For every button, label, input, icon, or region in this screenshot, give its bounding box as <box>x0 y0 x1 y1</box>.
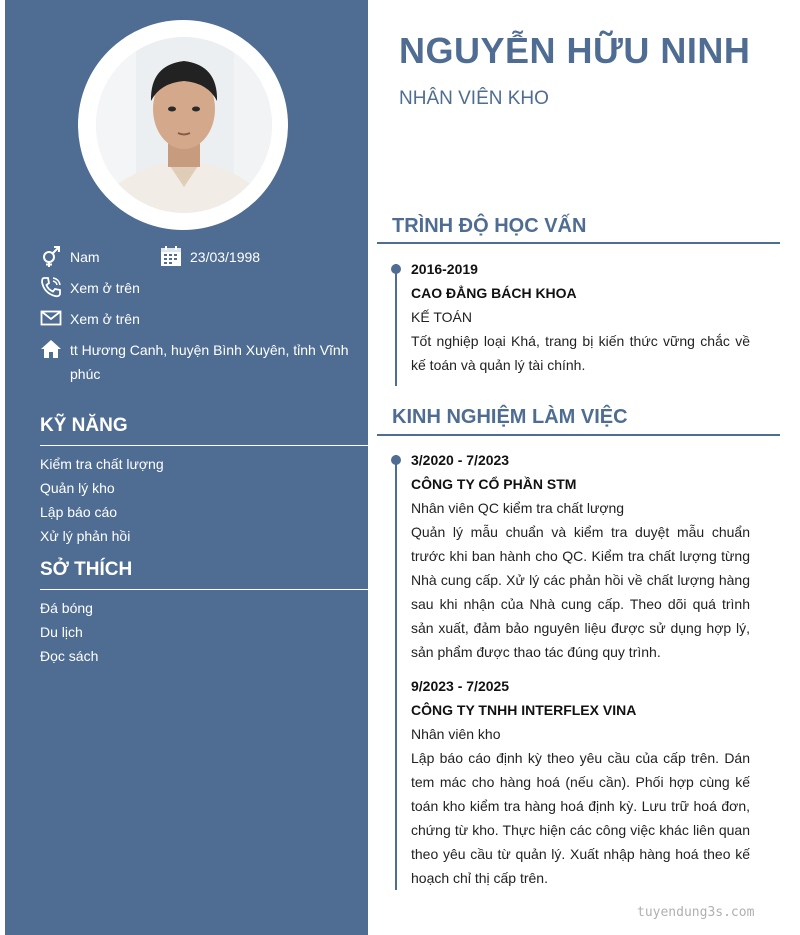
timeline-dot <box>391 455 401 465</box>
position: Nhân viên kho <box>411 726 501 742</box>
address-value <box>70 338 350 386</box>
experience-period: 9/2023 - 7/2025 <box>411 678 510 694</box>
company-name: CÔNG TY TNHH INTERFLEX VINA <box>411 702 637 718</box>
skill-item: Lập báo cáo <box>40 504 118 520</box>
phone-row <box>40 276 340 300</box>
timeline-dot <box>391 264 401 274</box>
email-value: Xem ở trên <box>70 311 140 327</box>
skills-list <box>40 452 164 548</box>
phone-icon <box>40 276 62 298</box>
experience-entry <box>411 674 750 890</box>
experience-description: Quản lý mẫu chuẩn và kiểm tra duyệt mẫu chuẩn trước khi ban hành cho QC. Kiểm tra chất lượng từng Nhà cung cấp. Xử lý các phản hồi về chất lượng hàng sau khi nhận của Nhà cung cấp. Theo dõi quá trình sản xuất, đảm bảo nguyên liệu được sử dụng hợp lý, sản phẩm được thao tác đúng quy trình. <box>411 524 750 660</box>
avatar <box>96 37 272 213</box>
skills-divider <box>40 445 368 446</box>
address-line-2: phúc <box>70 366 101 382</box>
candidate-name: NGUYỄN HỮU NINH <box>399 30 751 71</box>
sidebar <box>5 0 368 935</box>
education-description: Tốt nghiệp loại Khá, trang bị kiến thức vững chắc về kế toán và quản lý tài chính. <box>411 333 750 373</box>
email-row <box>40 307 340 331</box>
skill-item: Xử lý phản hồi <box>40 528 131 544</box>
birthdate-row <box>160 245 310 269</box>
position: Nhân viên QC kiểm tra chất lượng <box>411 500 625 516</box>
phone-value: Xem ở trên <box>70 280 140 296</box>
hobbies-divider <box>40 589 368 590</box>
major: KẾ TOÁN <box>411 309 472 325</box>
job-title: NHÂN VIÊN KHO <box>399 88 549 109</box>
experience-period: 3/2020 - 7/2023 <box>411 452 510 468</box>
skill-item: Kiểm tra chất lượng <box>40 456 164 472</box>
experience-entry <box>411 448 750 664</box>
skills-heading: KỸ NĂNG <box>40 415 128 436</box>
education-period: 2016-2019 <box>411 261 478 277</box>
school-name: CAO ĐẲNG BÁCH KHOA <box>411 285 577 301</box>
education-timeline <box>395 264 397 386</box>
education-entry <box>411 257 750 377</box>
hobby-item: Du lịch <box>40 624 83 640</box>
hobby-item: Đá bóng <box>40 600 93 616</box>
experience-timeline <box>395 455 397 890</box>
gender-value: Nam <box>70 249 100 265</box>
address-row <box>40 338 350 386</box>
experience-description: Lập báo cáo định kỳ theo yêu cầu của cấp trên. Dán tem mác cho hàng hoá (nếu cần). Phối hợp cùng kế toán kho kiểm tra hàng hoá định kỳ. Lưu trữ hoá đơn, chứng từ kho. Thực hiện các công việc khác liên quan theo yêu cầu từ quản lý. Xuất nhập hàng hoá theo kế hoạch chỉ thị cấp trên. <box>411 750 750 886</box>
birthdate-value: 23/03/1998 <box>190 249 261 265</box>
company-name: CÔNG TY CỔ PHẦN STM <box>411 476 577 492</box>
experience-heading: KINH NGHIỆM LÀM VIỆC <box>392 406 628 428</box>
skill-item: Quản lý kho <box>40 480 115 496</box>
address-line-1: tt Hương Canh, huyện Bình Xuyên, tỉnh Vĩnh <box>70 342 349 358</box>
home-icon <box>40 338 62 360</box>
gender-row <box>40 245 160 269</box>
education-heading: TRÌNH ĐỘ HỌC VẤN <box>392 215 587 237</box>
hobbies-heading: SỞ THÍCH <box>40 559 133 580</box>
hobby-item: Đọc sách <box>40 648 99 664</box>
gender-icon <box>40 245 62 267</box>
education-divider <box>377 242 780 244</box>
email-icon <box>40 307 62 329</box>
watermark: tuyendung3s.com <box>637 905 755 920</box>
calendar-icon <box>160 245 182 267</box>
hobbies-list <box>40 596 98 668</box>
experience-divider <box>377 434 780 436</box>
avatar-frame <box>78 20 288 230</box>
